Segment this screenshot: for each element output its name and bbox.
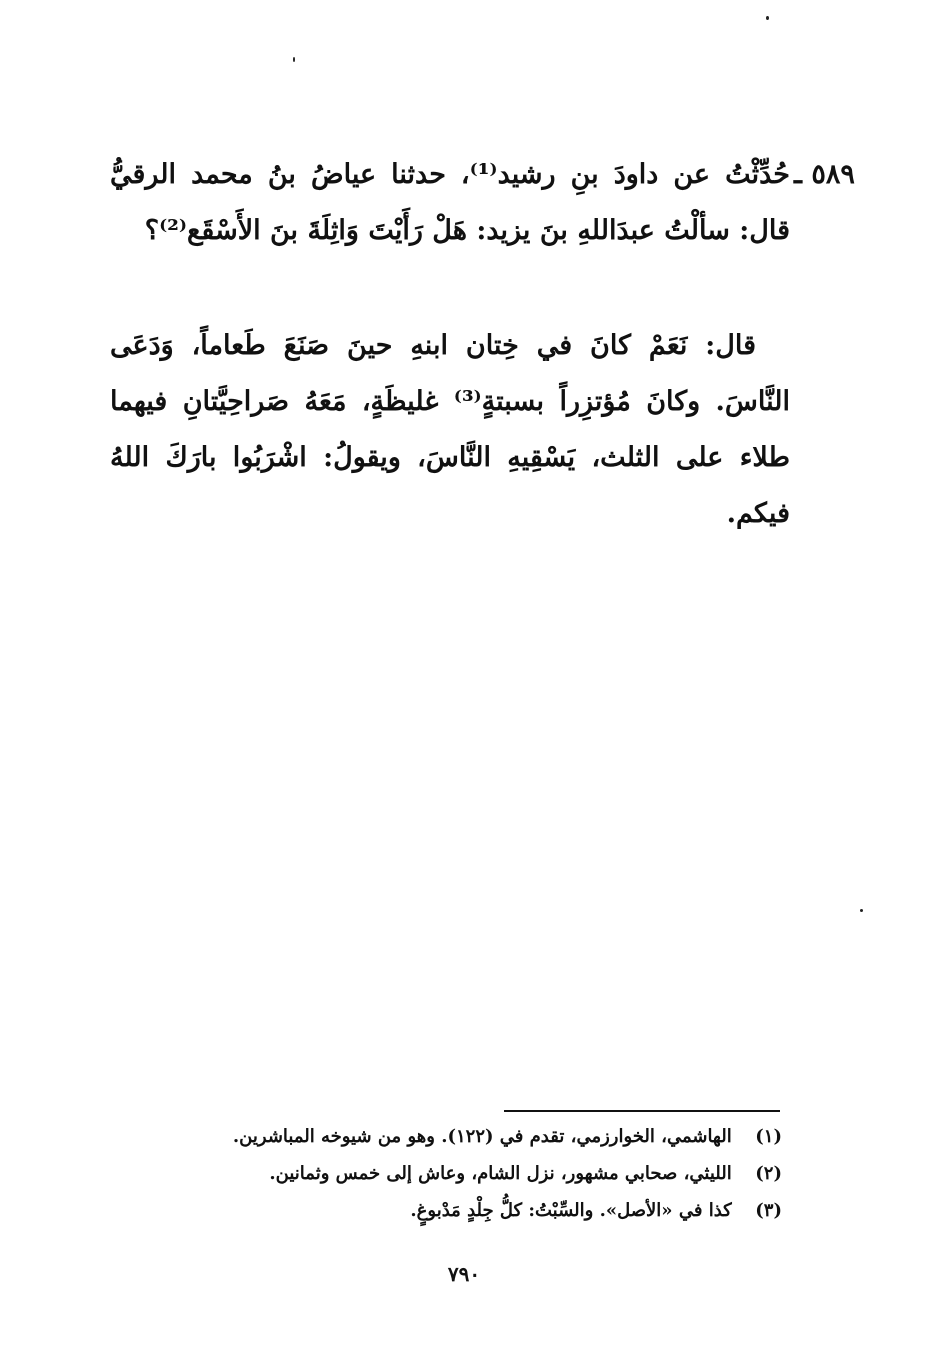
footnote-separator — [504, 1110, 780, 1112]
footnote-text: كذا في «الأصل». والسِّبْتُ: كلُّ جِلْدٍ مَدْبوغٍ. — [410, 1200, 732, 1221]
footnotes — [162, 1118, 782, 1229]
footnote-text: الليثي، صحابي مشهور، نزل الشام، وعاش إلى خمس وثمانين. — [269, 1163, 732, 1184]
footnote-item — [162, 1192, 782, 1229]
scan-speck — [766, 16, 769, 20]
hadith-isnad — [110, 147, 790, 259]
scan-speck — [293, 57, 295, 62]
footnote-item — [162, 1155, 782, 1192]
matn-text: قال: نَعَمْ كانَ في خِتان ابنهِ حينَ صَنَعَ طَعاماً، وَدَعَى النَّاسَ. وكانَ مُؤتزِراً بسبتةٍ⁽³⁾ غليظَةٍ، مَعَهُ صَراحِيَّتانِ فيهما طلاء على الثلث، يَسْقِيهِ النَّاسَ، ويقولُ: اشْرَبُوا بارَكَ اللهُ فيكم. — [110, 330, 790, 529]
footnote-mark: (١) — [755, 1126, 782, 1147]
page-number-text: ٧٩٠ — [447, 1262, 481, 1286]
footnote-mark: (٣) — [755, 1200, 782, 1221]
hadith-matn — [110, 318, 790, 542]
footnote-item — [162, 1118, 782, 1155]
footnote-text: الهاشمي، الخوارزمي، تقدم في (١٢٢). وهو من شيوخه المباشرين. — [232, 1126, 732, 1147]
scan-speck — [860, 909, 863, 912]
hadith-number: ٥٨٩ ـ — [794, 159, 855, 190]
page-number — [0, 1262, 932, 1286]
footnote-mark: (٢) — [755, 1163, 782, 1184]
isnad-text: حُدِّثْتُ عن داودَ بنِ رشيد⁽¹⁾، حدثنا عياضُ بنُ محمد الرقيُّ قال: سألْتُ عبدَاللهِ بنَ يزيد: هَلْ رَأَيْتَ وَاثِلَةَ بنَ الأَسْقَع⁽²⁾؟ — [110, 159, 790, 246]
